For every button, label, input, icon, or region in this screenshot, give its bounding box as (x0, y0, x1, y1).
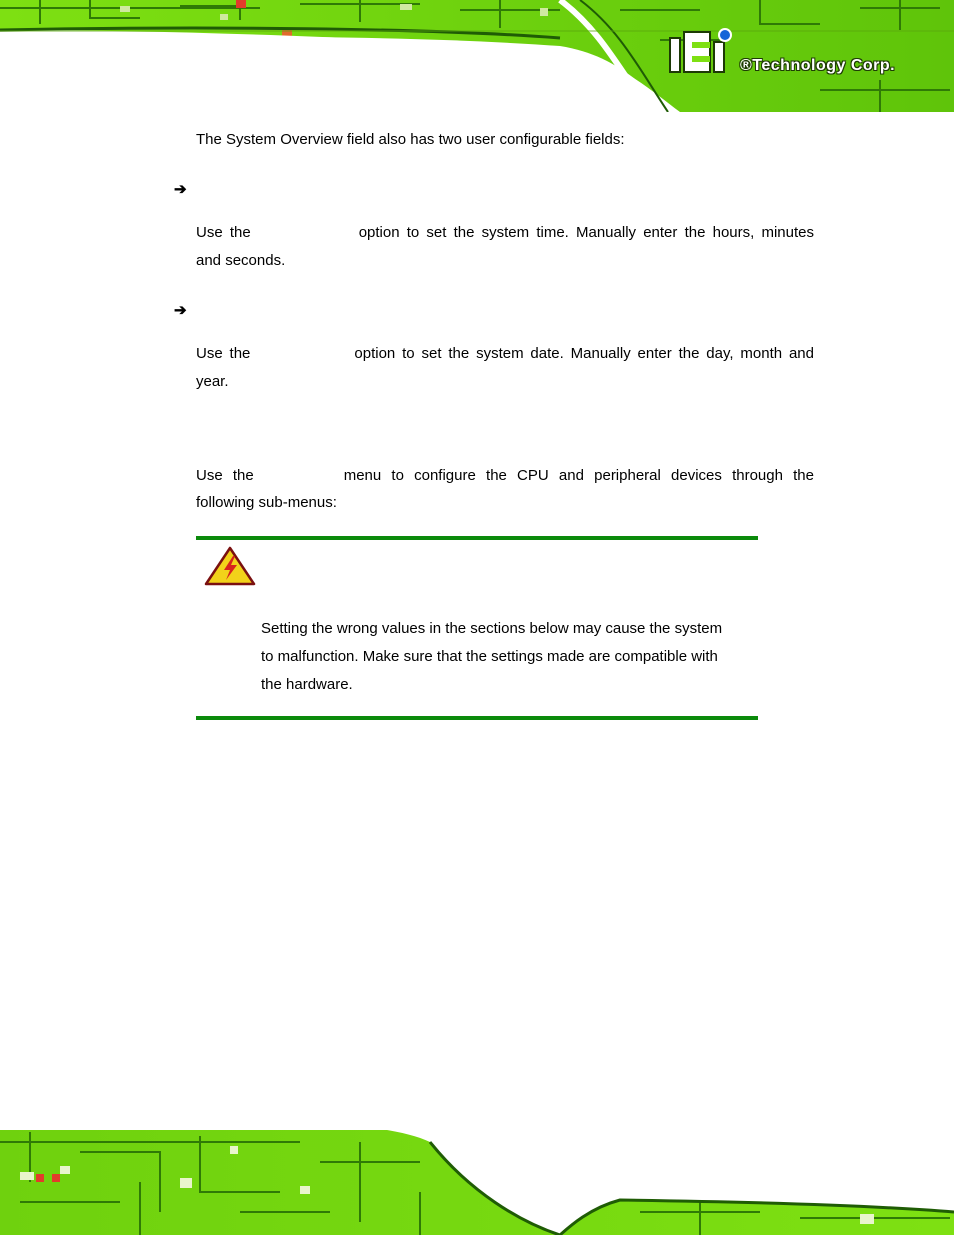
arrow-bullet-icon: ➔ (174, 181, 187, 198)
header-pcb-banner (0, 0, 954, 112)
warning-line2: to malfunction. Make sure that the settings made are compatible with (261, 648, 718, 665)
time-desc-pre: Use the (196, 224, 251, 241)
date-desc-post: option to set the system date. Manually enter the day, month and (354, 345, 814, 362)
intro-text: The System Overview field also has two user configurable fields: (196, 131, 625, 148)
time-description-line2: and seconds. (196, 252, 286, 269)
footer-pcb-banner (0, 1122, 954, 1235)
arrow-bullet-icon: ➔ (174, 302, 187, 319)
date-description-line2: year. (196, 373, 229, 390)
warning-bottom-rule (196, 716, 758, 720)
advanced-description-line2: following sub-menus: (196, 494, 337, 511)
warning-top-rule (196, 536, 758, 540)
warning-triangle-icon (204, 546, 256, 586)
time-description-line1 (196, 219, 814, 247)
advanced-description-line1 (196, 462, 814, 490)
warning-line1: Setting the wrong values in the sections below may cause the system (261, 620, 723, 637)
brand-logo-text: ®Technology Corp. (740, 57, 896, 74)
date-description-line1 (196, 340, 814, 368)
advanced-pre: Use the (196, 467, 254, 484)
time-desc-post: option to set the system time. Manually enter the hours, minutes (358, 224, 814, 241)
warning-line3: the hardware. (261, 676, 353, 693)
advanced-post: menu to configure the CPU and peripheral devices through the (343, 467, 814, 484)
date-desc-pre: Use the (196, 345, 251, 362)
iei-logo-icon (668, 28, 740, 74)
